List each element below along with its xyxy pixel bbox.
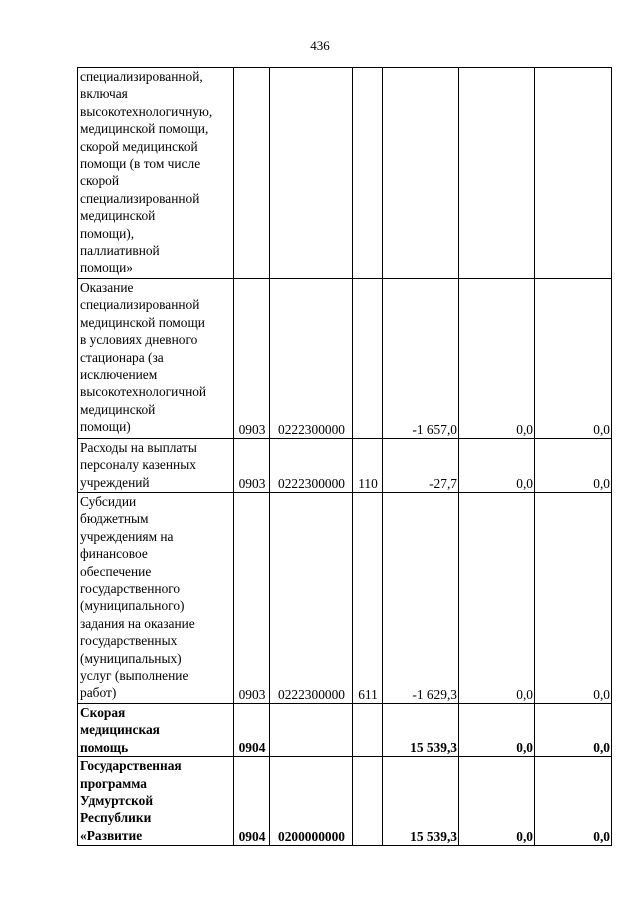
amount-cell-3: 0,0 (535, 493, 612, 704)
row-name-line: (муниципального) (80, 598, 185, 614)
section-cell: 0903 (234, 439, 270, 493)
row-name-line: специализированной (80, 297, 200, 313)
target-article-cell: 0222300000 (270, 439, 353, 493)
row-name-cell (78, 757, 234, 846)
row-name-line: паллиативной (80, 243, 160, 259)
row-name-line: помощь (80, 739, 129, 755)
section-cell: 0904 (234, 757, 270, 846)
target-article-cell: 0200000000 (270, 757, 353, 846)
row-name-cell (78, 68, 234, 279)
row-name-line: скорой (80, 173, 120, 189)
amount-cell-2: 0,0 (459, 757, 535, 846)
amount-cell-3: 0,0 (535, 279, 612, 439)
amount-cell-1: -1 629,3 (383, 493, 459, 704)
table-row (78, 493, 612, 704)
row-name-line: высокотехнологичной (80, 384, 207, 400)
row-name-line: задания на оказание (80, 615, 195, 631)
row-name-line: государственного (80, 581, 181, 597)
expense-type-cell (353, 704, 383, 757)
amount-cell-2: 0,0 (459, 279, 535, 439)
amount-cell-1: 15 539,3 (383, 704, 459, 757)
row-name-line: Государственная (80, 758, 182, 774)
row-name-line: Оказание (80, 280, 134, 295)
row-name-line: специализированной (80, 190, 200, 206)
page-number: 436 (310, 38, 330, 53)
row-name-line: специализированной, (80, 69, 203, 84)
row-name-line: бюджетным (80, 511, 149, 527)
row-name-line: медицинской (80, 401, 156, 417)
expense-type-cell (353, 279, 383, 439)
amount-cell-1 (383, 68, 459, 279)
amount-cell-1: 15 539,3 (383, 757, 459, 846)
table-row (78, 68, 612, 279)
section-cell (234, 68, 270, 279)
target-article-cell (270, 68, 353, 279)
amount-cell-1: -1 657,0 (383, 279, 459, 439)
row-name-line: Субсидии (80, 494, 137, 509)
row-name-line: в условиях дневного (80, 332, 198, 348)
row-name-line: Расходы на выплаты (80, 440, 197, 455)
amount-cell-3: 0,0 (535, 704, 612, 757)
row-name-cell (78, 493, 234, 704)
row-name-line: (муниципальных) (80, 650, 182, 666)
row-name-line: помощи), (80, 225, 135, 241)
row-name-line: обеспечение (80, 563, 152, 579)
row-name-line: медицинской (80, 208, 156, 224)
table-row (78, 757, 612, 846)
amount-cell-2: 0,0 (459, 493, 535, 704)
amount-cell-2: 0,0 (459, 439, 535, 493)
row-name-line: медицинской помощи (80, 314, 205, 330)
row-name-cell (78, 704, 234, 757)
amount-cell-3 (535, 68, 612, 279)
row-name-line: Скорая (80, 705, 126, 720)
row-name-line: исключением (80, 367, 158, 383)
row-name-line: медицинская (80, 722, 160, 738)
expense-type-cell (353, 757, 383, 846)
section-cell: 0904 (234, 704, 270, 757)
amount-cell-2 (459, 68, 535, 279)
row-name-line: учреждений (80, 474, 150, 490)
budget-table (77, 67, 612, 846)
amount-cell-3: 0,0 (535, 757, 612, 846)
row-name-line: программа (80, 775, 147, 791)
row-name-line: помощи (в том числе (80, 156, 201, 172)
row-name-line: учреждениям на (80, 528, 174, 544)
row-name-line: включая (80, 86, 128, 102)
row-name-line: услуг (выполнение (80, 668, 189, 684)
row-name-line: высокотехнологичную, (80, 103, 213, 119)
target-article-cell: 0222300000 (270, 493, 353, 704)
amount-cell-1: -27,7 (383, 439, 459, 493)
expense-type-cell: 110 (353, 439, 383, 493)
expense-type-cell: 611 (353, 493, 383, 704)
row-name-line: государственных (80, 633, 178, 649)
table-row (78, 279, 612, 439)
row-name-line: «Развитие (80, 827, 143, 843)
row-name-line: работ) (80, 685, 117, 701)
row-name-cell (78, 439, 234, 493)
row-name-cell (78, 279, 234, 439)
amount-cell-2: 0,0 (459, 704, 535, 757)
row-name-line: скорой медицинской (80, 138, 198, 154)
row-name-line: стационара (за (80, 349, 164, 365)
amount-cell-3: 0,0 (535, 439, 612, 493)
table-row (78, 439, 612, 493)
target-article-cell: 0222300000 (270, 279, 353, 439)
target-article-cell (270, 704, 353, 757)
row-name-line: Республики (80, 810, 152, 826)
section-cell: 0903 (234, 493, 270, 704)
row-name-line: персоналу казенных (80, 457, 196, 473)
row-name-line: Удмуртской (80, 793, 154, 809)
expense-type-cell (353, 68, 383, 279)
row-name-line: помощи) (80, 419, 131, 435)
section-cell: 0903 (234, 279, 270, 439)
row-name-line: медицинской помощи, (80, 121, 209, 137)
row-name-line: помощи» (80, 260, 133, 276)
row-name-line: финансовое (80, 546, 148, 562)
table-row (78, 704, 612, 757)
